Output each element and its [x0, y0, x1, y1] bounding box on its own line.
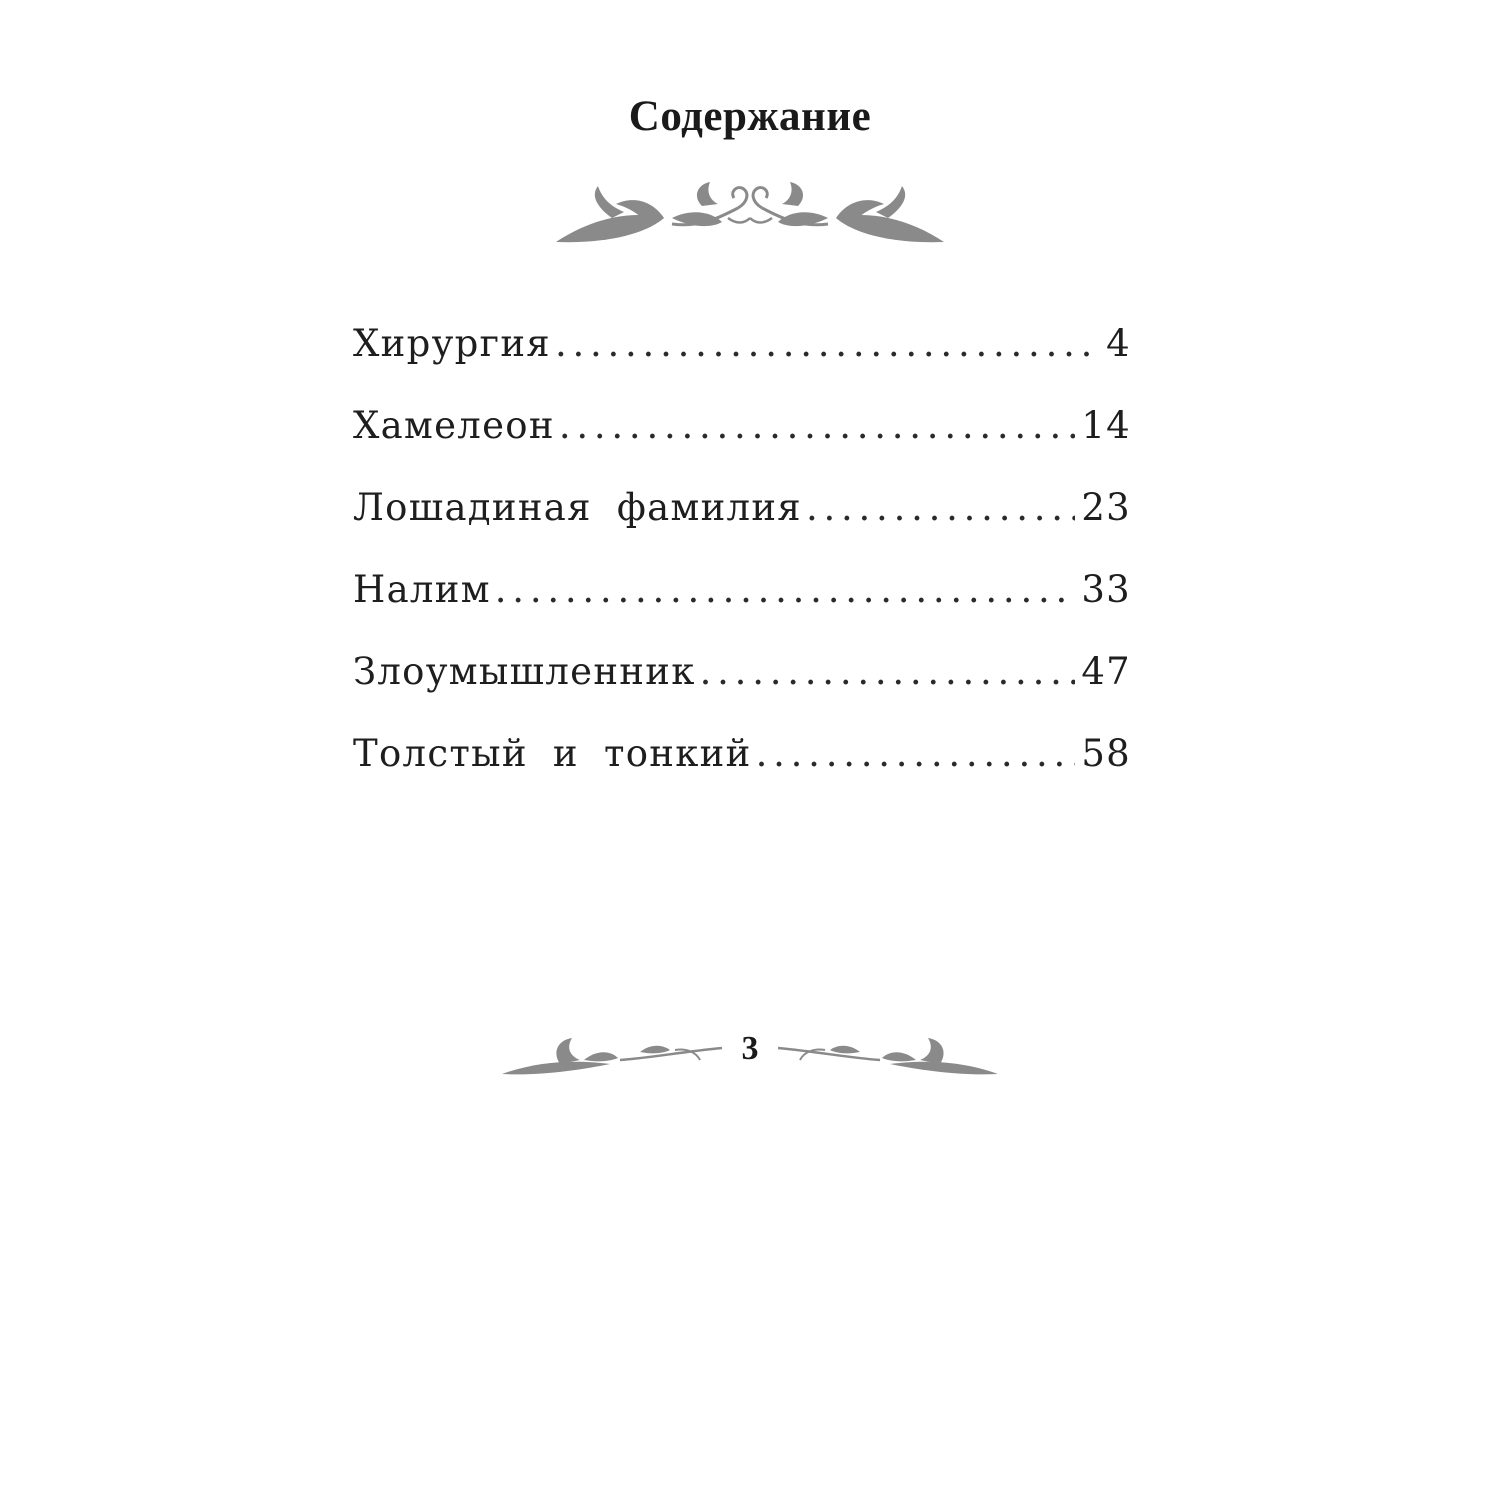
dot-leader — [700, 650, 1076, 693]
toc-entry[interactable] — [353, 568, 1131, 650]
page-title: Содержание — [628, 93, 872, 140]
toc-entry-page: 23 — [1081, 486, 1131, 529]
dot-leader — [555, 322, 1100, 365]
dot-leader — [806, 486, 1075, 529]
footer-ornament-right-icon — [775, 1030, 1000, 1082]
footer-ornament-left-icon — [500, 1030, 725, 1082]
toc-entry[interactable] — [353, 732, 1131, 814]
dot-leader — [756, 732, 1076, 775]
toc-entry-page: 4 — [1106, 322, 1131, 365]
toc-entry-title: Злоумышленник — [353, 650, 696, 693]
toc-entry[interactable] — [353, 486, 1131, 568]
toc-entry-title: Хамелеон — [353, 404, 555, 447]
toc-entry-title: Хирургия — [353, 322, 551, 365]
toc-entry-page: 58 — [1081, 732, 1131, 775]
toc-entry-page: 33 — [1081, 568, 1131, 611]
toc-entry-page: 14 — [1081, 404, 1131, 447]
toc-entry-page: 47 — [1081, 650, 1131, 693]
toc-entry-title: Лошадиная фамилия — [353, 486, 802, 529]
page-number: 3 — [741, 1030, 759, 1067]
toc-entry[interactable] — [353, 650, 1131, 732]
table-of-contents — [353, 322, 1131, 814]
ornament-divider-icon — [552, 178, 948, 250]
page-footer — [0, 1024, 1500, 1094]
toc-entry-title: Налим — [353, 568, 491, 611]
toc-entry[interactable] — [353, 404, 1131, 486]
dot-leader — [495, 568, 1076, 611]
dot-leader — [559, 404, 1075, 447]
toc-entry[interactable] — [353, 322, 1131, 404]
toc-entry-title: Толстый и тонкий — [353, 732, 752, 775]
